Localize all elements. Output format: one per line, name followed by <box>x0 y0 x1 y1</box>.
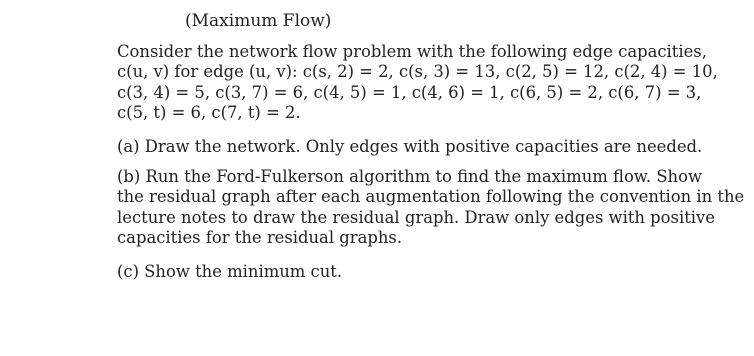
part-b-line: lecture notes to draw the residual graph. Draw only edges with positive <box>117 207 715 227</box>
part-c-text: (c) Show the minimum cut. <box>117 262 343 281</box>
problem-title: (Maximum Flow) <box>185 11 332 31</box>
problem-intro <box>117 42 718 123</box>
intro-line: c(u, v) for edge (u, v): c(s, 2) = 2, c(s, 3) = 13, c(2, 5) = 12, c(2, 4) = 10, <box>117 62 718 82</box>
intro-line: Consider the network flow problem with the following edge capacities, <box>117 42 707 61</box>
part-b-line: the residual graph after each augmentation following the convention in the <box>117 187 745 207</box>
part-b-line: (b) Run the Ford-Fulkerson algorithm to find the maximum flow. Show <box>117 167 702 186</box>
part-b <box>117 167 745 248</box>
intro-line: c(3, 4) = 5, c(3, 7) = 6, c(4, 5) = 1, c(4, 6) = 1, c(6, 5) = 2, c(6, 7) = 3, <box>117 82 702 102</box>
part-a <box>117 137 703 157</box>
part-a-text: (a) Draw the network. Only edges with positive capacities are needed. <box>117 137 703 156</box>
part-b-line: capacities for the residual graphs. <box>117 227 403 247</box>
intro-line: c(5, t) = 6, c(7, t) = 2. <box>117 102 301 122</box>
part-c <box>117 262 691 282</box>
